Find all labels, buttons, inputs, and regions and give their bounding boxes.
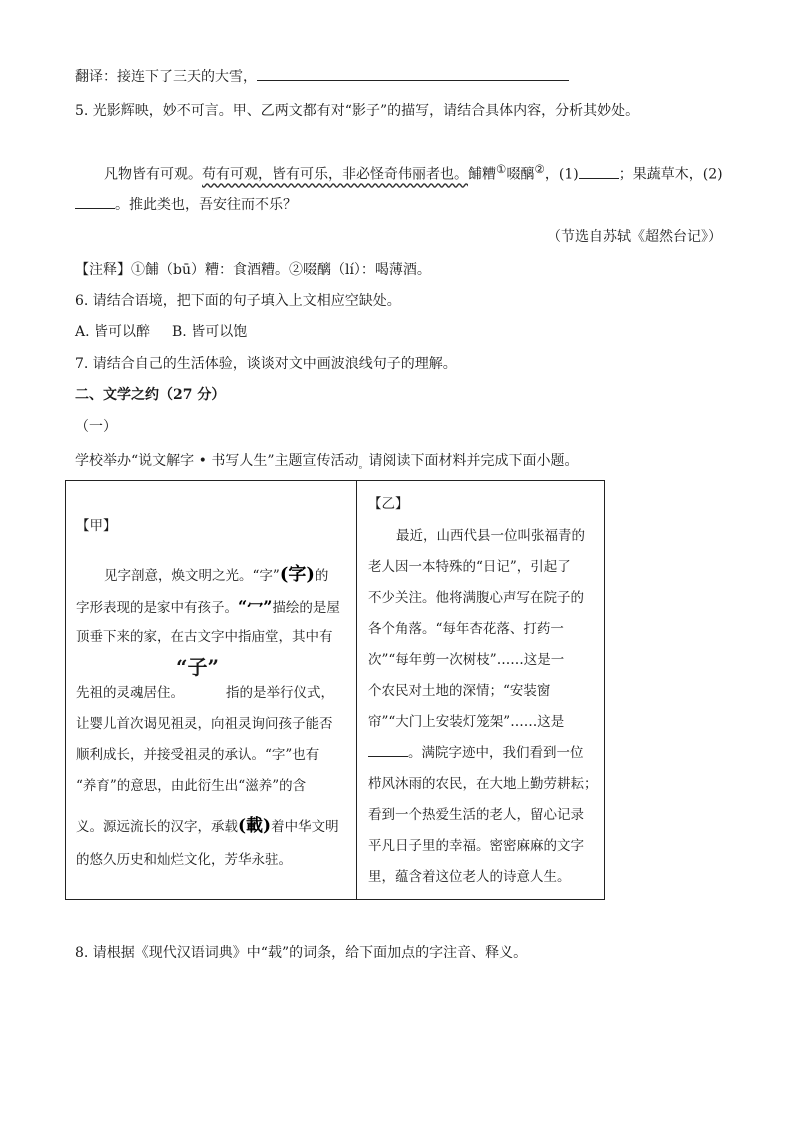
jia-text: 见字剖意，焕文明之光。“字” [104,568,280,584]
passage-text: 啜醨 [506,166,535,183]
jia-line [104,559,328,592]
yi-line: 个农民对土地的深情；“安装窗 [368,683,551,699]
jia-text: 描绘的是屋 [272,600,340,616]
yi-line: 里，蕴含着这位老人的诗意人生。 [368,869,571,885]
jia-line [76,811,339,843]
yi-text: 。满院字迹中，我们看到一位 [408,745,584,761]
yi-line: 不少关注。他将满腹心声写在院子的 [368,590,584,606]
yi-line: 栉风沐雨的农民，在大地上勤劳耕耘； [368,776,598,792]
passage-line-2 [75,194,297,214]
jia-line [76,678,334,709]
yi-line: 最近，山西代县一位叫张福青的 [396,528,585,544]
passage-text: 凡物皆有可观。 [104,166,202,183]
question-6: 6. 请结合语境，把下面的句子填入上文相应空缺处。 [75,293,401,309]
passage-text: 。推此类也，吾安往而不乐？ [115,197,297,213]
intro-mark: 。 [358,460,369,471]
question-5: 5. 光影辉映，妙不可言。甲、乙两文都有对“影子”的描写，请结合具体内容，分析其妙处。 [75,103,640,119]
jia-line: 顺利成长，并接受祖灵的承认。“字”也有 [76,747,320,763]
yi-line: 各个角落。“每年杏花落、打药一 [368,621,564,637]
yi-line: 次”“每年剪一次树枝”……这是一 [368,652,565,668]
subsection-heading: （一） [75,419,117,435]
jia-text: 着中华文明 [271,819,339,835]
notes: 【注释】①餔（bū）糟：食酒糟。②啜醨（lí）：喝薄酒。 [75,262,431,278]
roof-radical-glyph: “冖” [238,597,273,616]
translation-line [75,66,569,86]
passage-text: ；果蔬草木，(2) [618,166,723,183]
q6-options [75,321,247,341]
yi-line: 平凡日子里的幸福。密密麻麻的文字 [368,838,584,854]
jia-title: 【甲】 [76,518,117,534]
jia-line [76,591,340,624]
yi-line [368,738,584,769]
zai-ancient-glyph: (載) [238,816,272,836]
jia-text: 指的是举行仪式， [226,685,334,701]
answer-blank-3 [368,742,408,757]
yi-title: 【乙】 [368,496,409,512]
option-b: B. 皆可以饱 [172,324,248,340]
yi-line: 老人因一本特殊的“日记”，引起了 [368,559,571,575]
jia-text: 的 [314,568,329,584]
jia-line: 顶垂下来的家，在古文字中指庙堂，其中有 [76,629,333,645]
answer-blank [257,66,569,81]
passage-text: 餔糟 [468,166,496,183]
jia-text: 字形表现的是家中有孩子。 [76,600,238,616]
yi-line: 看到一个热爱生活的老人，留心记录 [368,807,584,823]
section-heading: 二、文学之约（27 分） [75,387,226,403]
column-divider [356,481,357,899]
answer-blank-2 [75,194,115,209]
jia-line: 让婴儿首次谒见祖灵，向祖灵询问孩子能否 [76,716,333,732]
translation-label: 翻译：接连下了三天的大雪， [75,69,257,85]
note-marker-1: ① [496,162,507,176]
question-7: 7. 请结合自己的生活体验，谈谈对文中画波浪线句子的理解。 [75,356,457,372]
passage-source: （节选自苏轼《超然台记》） [547,229,722,245]
answer-blank-1 [579,164,619,179]
wavy-underlined-sentence: 苟有可观，皆有可乐，非必怪奇伟丽者也。 [202,166,468,183]
note-marker-2: ② [534,162,545,176]
passage-line-1 [104,162,723,184]
child-ancient-glyph: “子” [176,655,220,679]
passage-text: ，(1) [544,166,579,183]
jia-text: 义。源远流长的汉字，承载 [76,819,238,835]
intro-tail: 请阅读下面材料并完成下面小题。 [368,453,579,469]
jia-line: 的悠久历史和灿烂文化，芳华永驻。 [76,852,292,868]
jia-line: “养育”的意思，由此衍生出“滋养”的含 [76,778,307,794]
material-box [65,480,605,900]
question-8: 8. 请根据《现代汉语词典》中“载”的词条，给下面加点的字注音、释义。 [75,945,528,961]
yi-line: 帘”“大门上安装灯笼架”……这是 [368,714,565,730]
jia-text: 先祖的灵魂居住。 [76,685,184,701]
option-a: A. 皆可以醉 [75,324,151,340]
intro-text: 学校举办“说文解字 • 书写人生”主题宣传活动 [75,453,359,469]
zi-ancient-glyph: (字) [279,564,315,585]
activity-intro [75,450,578,471]
